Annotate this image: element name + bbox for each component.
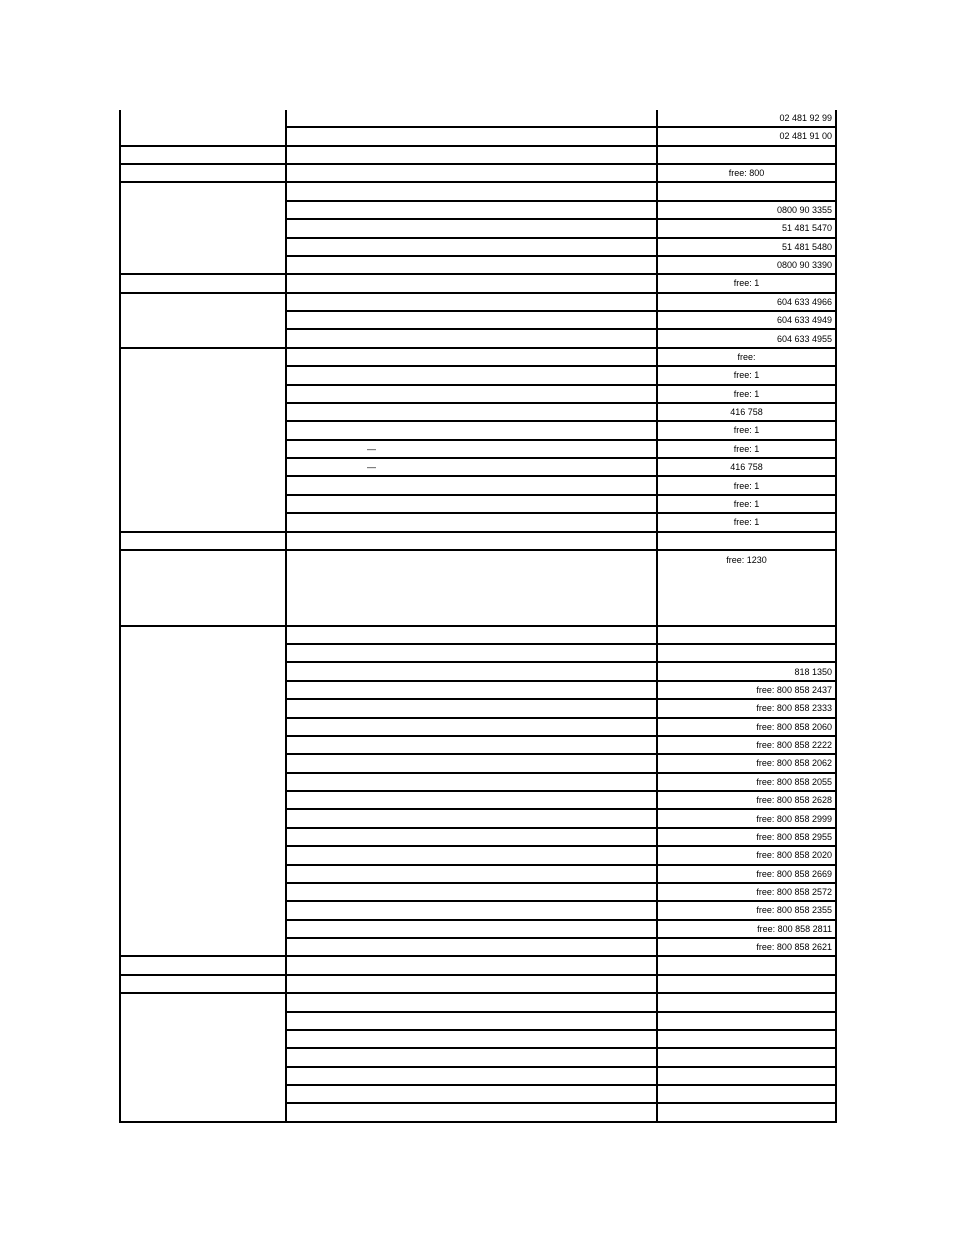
- table-row: [120, 626, 836, 644]
- phone-number-cell: free: 800 858 2222: [657, 736, 836, 754]
- service-cell: [286, 975, 657, 993]
- service-cell: [286, 476, 657, 494]
- region-cell: [120, 975, 286, 993]
- region-cell: [120, 532, 286, 550]
- service-cell: [286, 403, 657, 421]
- table-row: [120, 293, 836, 311]
- region-cell: [120, 293, 286, 348]
- service-cell: [286, 662, 657, 680]
- service-cell: [286, 920, 657, 938]
- service-cell: [286, 1030, 657, 1048]
- region-cell: [120, 274, 286, 292]
- phone-number-cell: [657, 644, 836, 662]
- service-cell: [286, 182, 657, 200]
- region-cell: [120, 110, 286, 146]
- phone-number-cell: [657, 1030, 836, 1048]
- phone-number-cell: [657, 1067, 836, 1085]
- region-cell: [120, 956, 286, 974]
- service-cell: [286, 754, 657, 772]
- service-cell: [286, 219, 657, 237]
- phone-number-cell: [657, 975, 836, 993]
- phone-number-cell: [657, 146, 836, 164]
- service-cell: [286, 256, 657, 274]
- service-cell: [286, 329, 657, 347]
- phone-number-cell: free: 800 858 2621: [657, 938, 836, 956]
- service-cell: [286, 550, 657, 626]
- phone-number-cell: [657, 1103, 836, 1122]
- phone-number-cell: free: 800 858 2020: [657, 846, 836, 864]
- phone-number-cell: 416 758: [657, 458, 836, 476]
- region-cell: [120, 993, 286, 1122]
- service-cell: [286, 146, 657, 164]
- service-cell: [286, 127, 657, 145]
- phone-number-cell: [657, 182, 836, 200]
- service-cell: [286, 348, 657, 366]
- service-cell: [286, 421, 657, 439]
- service-cell: [286, 311, 657, 329]
- phone-number-cell: free: 800 858 2669: [657, 865, 836, 883]
- region-cell: [120, 348, 286, 532]
- service-cell: [286, 938, 657, 956]
- phone-number-cell: free: 1: [657, 274, 836, 292]
- phone-number-cell: 604 633 4966: [657, 293, 836, 311]
- table-row: [120, 110, 836, 127]
- service-cell: [286, 993, 657, 1011]
- phone-number-cell: 416 758: [657, 403, 836, 421]
- region-cell: [120, 146, 286, 164]
- phone-number-cell: free: 800 858 2628: [657, 791, 836, 809]
- table-row: [120, 146, 836, 164]
- service-cell: —: [286, 458, 657, 476]
- phone-number-cell: free: 800: [657, 164, 836, 182]
- table-row: [120, 532, 836, 550]
- region-cell: [120, 550, 286, 626]
- service-cell: [286, 274, 657, 292]
- service-cell: [286, 883, 657, 901]
- service-cell: [286, 1085, 657, 1103]
- service-cell: [286, 513, 657, 531]
- service-cell: [286, 956, 657, 974]
- phone-number-cell: [657, 532, 836, 550]
- table-row: [120, 956, 836, 974]
- phone-number-cell: [657, 956, 836, 974]
- phone-number-cell: free: 800 858 2060: [657, 718, 836, 736]
- table-row: [120, 975, 836, 993]
- service-cell: [286, 495, 657, 513]
- region-cell: [120, 182, 286, 274]
- service-cell: [286, 366, 657, 384]
- phone-number-cell: free: 800 858 2062: [657, 754, 836, 772]
- phone-number-cell: free: 1: [657, 385, 836, 403]
- service-cell: [286, 773, 657, 791]
- service-cell: [286, 110, 657, 127]
- phone-number-cell: free: 800 858 2572: [657, 883, 836, 901]
- service-cell: [286, 809, 657, 827]
- phone-number-cell: free: 800 858 2333: [657, 699, 836, 717]
- phone-number-cell: free: 1: [657, 476, 836, 494]
- table-row: [120, 274, 836, 292]
- phone-number-cell: 604 633 4949: [657, 311, 836, 329]
- phone-number-cell: free: 800 858 2999: [657, 809, 836, 827]
- phone-number-cell: free: 800 858 2437: [657, 681, 836, 699]
- region-cell: [120, 626, 286, 957]
- table-row: [120, 550, 836, 626]
- phone-number-cell: free: 1: [657, 421, 836, 439]
- service-cell: [286, 644, 657, 662]
- phone-number-cell: 0800 90 3355: [657, 201, 836, 219]
- table-row: [120, 164, 836, 182]
- phone-number-cell: free: 800 858 2355: [657, 901, 836, 919]
- phone-number-cell: 51 481 5480: [657, 238, 836, 256]
- phone-number-cell: 818 1350: [657, 662, 836, 680]
- phone-number-cell: free: 1: [657, 495, 836, 513]
- contact-table: [119, 110, 837, 1123]
- service-cell: —: [286, 440, 657, 458]
- table-row: [120, 993, 836, 1011]
- phone-number-cell: free:: [657, 348, 836, 366]
- service-cell: [286, 626, 657, 644]
- service-cell: [286, 865, 657, 883]
- phone-number-cell: free: 1230: [657, 550, 836, 626]
- service-cell: [286, 846, 657, 864]
- service-cell: [286, 828, 657, 846]
- service-cell: [286, 791, 657, 809]
- service-cell: [286, 238, 657, 256]
- phone-number-cell: 0800 90 3390: [657, 256, 836, 274]
- phone-number-cell: [657, 993, 836, 1011]
- service-cell: [286, 1067, 657, 1085]
- phone-number-cell: free: 800 858 2055: [657, 773, 836, 791]
- phone-number-cell: [657, 626, 836, 644]
- service-cell: [286, 293, 657, 311]
- phone-number-cell: [657, 1048, 836, 1066]
- service-cell: [286, 1103, 657, 1122]
- phone-number-cell: [657, 1085, 836, 1103]
- phone-number-cell: free: 1: [657, 440, 836, 458]
- service-cell: [286, 1012, 657, 1030]
- phone-number-cell: free: 800 858 2955: [657, 828, 836, 846]
- service-cell: [286, 681, 657, 699]
- phone-number-cell: 02 481 91 00: [657, 127, 836, 145]
- service-cell: [286, 901, 657, 919]
- service-cell: [286, 201, 657, 219]
- service-cell: [286, 164, 657, 182]
- service-cell: [286, 736, 657, 754]
- region-cell: [120, 164, 286, 182]
- phone-number-cell: [657, 1012, 836, 1030]
- service-cell: [286, 385, 657, 403]
- phone-number-cell: 604 633 4955: [657, 329, 836, 347]
- phone-number-cell: free: 1: [657, 513, 836, 531]
- phone-number-cell: 51 481 5470: [657, 219, 836, 237]
- service-cell: [286, 1048, 657, 1066]
- phone-number-cell: 02 481 92 99: [657, 110, 836, 127]
- service-cell: [286, 718, 657, 736]
- phone-number-cell: free: 800 858 2811: [657, 920, 836, 938]
- service-cell: [286, 699, 657, 717]
- service-cell: [286, 532, 657, 550]
- table-row: [120, 348, 836, 366]
- phone-number-cell: free: 1: [657, 366, 836, 384]
- table-row: [120, 182, 836, 200]
